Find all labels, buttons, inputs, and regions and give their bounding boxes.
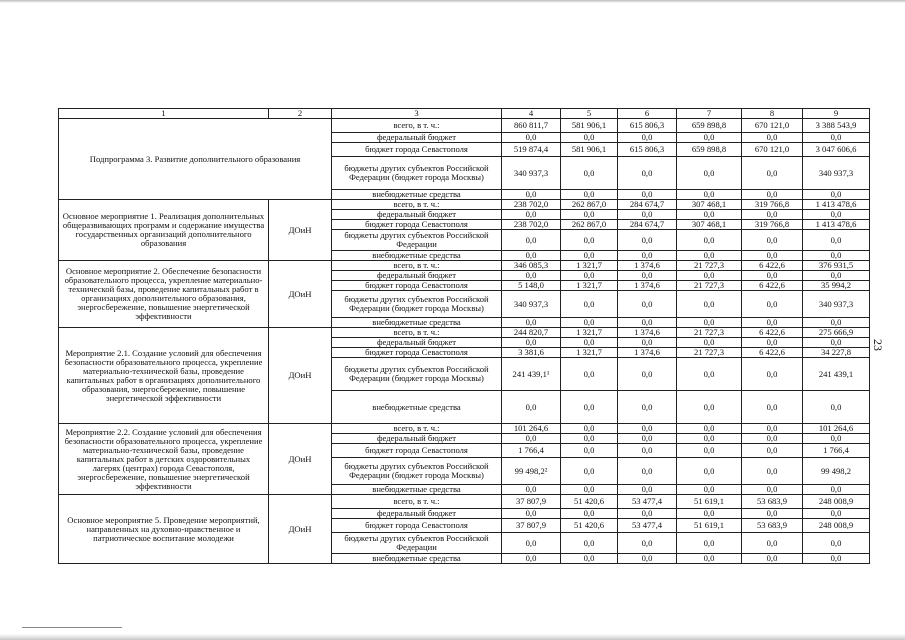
amount-cell: 0,0 xyxy=(803,318,870,328)
column-number: 5 xyxy=(561,109,618,119)
funding-source-cell: федеральный бюджет xyxy=(332,338,502,348)
amount-cell: 0,0 xyxy=(742,210,803,220)
amount-cell: 37 807,9 xyxy=(502,495,561,509)
amount-cell: 1 766,4 xyxy=(803,444,870,458)
amount-cell: 0,0 xyxy=(561,271,618,281)
amount-cell: 0,0 xyxy=(742,291,803,318)
funding-source-cell: бюджеты других субъектов Российской Федерации (бюджет города Москвы) xyxy=(332,358,502,391)
funding-source-cell: бюджеты других субъектов Российской Федерации xyxy=(332,230,502,251)
amount-cell: 0,0 xyxy=(502,338,561,348)
amount-cell: 53 683,9 xyxy=(742,495,803,509)
column-number: 1 xyxy=(59,109,269,119)
amount-cell: 0,0 xyxy=(742,157,803,190)
amount-cell: 238 702,0 xyxy=(502,220,561,230)
amount-cell: 0,0 xyxy=(618,554,677,564)
funding-source-cell: бюджет города Севастополя xyxy=(332,220,502,230)
amount-cell: 0,0 xyxy=(618,434,677,444)
amount-cell: 0,0 xyxy=(742,485,803,495)
amount-cell: 0,0 xyxy=(742,338,803,348)
table-row xyxy=(59,495,870,509)
page-number: 23 xyxy=(871,339,885,351)
amount-cell: 307 468,1 xyxy=(677,200,742,210)
amount-cell: 0,0 xyxy=(618,230,677,251)
amount-cell: 0,0 xyxy=(561,509,618,519)
amount-cell: 0,0 xyxy=(677,533,742,554)
amount-cell: 0,0 xyxy=(677,230,742,251)
amount-cell: 241 439,1¹ xyxy=(502,358,561,391)
funding-source-cell: бюджеты других субъектов Российской Федерации (бюджет города Москвы) xyxy=(332,157,502,190)
column-number: 9 xyxy=(803,109,870,119)
amount-cell: 0,0 xyxy=(803,485,870,495)
amount-cell: 0,0 xyxy=(561,338,618,348)
amount-cell: 1 374,6 xyxy=(618,281,677,291)
amount-cell: 860 811,7 xyxy=(502,119,561,133)
amount-cell: 0,0 xyxy=(618,485,677,495)
amount-cell: 0,0 xyxy=(742,424,803,434)
column-number: 8 xyxy=(742,109,803,119)
activity-description: Основное мероприятие 2. Обеспечение безопасности образовательного процесса, укрепление материально-технической базы, проведение капитальных работ в организациях дополнительного образования, энергосбережение, повышение энергетической эффективности xyxy=(59,261,269,328)
amount-cell: 53 477,4 xyxy=(618,519,677,533)
amount-cell: 1 374,6 xyxy=(618,348,677,358)
amount-cell: 0,0 xyxy=(677,434,742,444)
scan-bottom-edge xyxy=(0,634,905,640)
amount-cell: 0,0 xyxy=(742,271,803,281)
amount-cell: 0,0 xyxy=(502,509,561,519)
amount-cell: 21 727,3 xyxy=(677,328,742,338)
amount-cell: 0,0 xyxy=(561,190,618,200)
funding-source-cell: всего, в т. ч.: xyxy=(332,119,502,133)
amount-cell: 262 867,0 xyxy=(561,220,618,230)
table-row xyxy=(59,261,870,271)
amount-cell: 6 422,6 xyxy=(742,328,803,338)
column-number: 7 xyxy=(677,109,742,119)
amount-cell: 0,0 xyxy=(618,338,677,348)
amount-cell: 0,0 xyxy=(677,210,742,220)
activity-description: Мероприятие 2.1. Создание условий для обеспечения безопасности образовательного процесса, укрепление материально-технической базы, проведение капитальных работ в организациях дополнительного образования, энергосбережение, повышение энергетической эффективности xyxy=(59,328,269,424)
amount-cell: 0,0 xyxy=(742,133,803,143)
funding-source-cell: внебюджетные средства xyxy=(332,554,502,564)
amount-cell: 0,0 xyxy=(742,190,803,200)
amount-cell: 0,0 xyxy=(742,358,803,391)
amount-cell: 241 439,1 xyxy=(803,358,870,391)
executor-cell: ДОиН xyxy=(269,495,332,564)
amount-cell: 340 937,3 xyxy=(803,291,870,318)
amount-cell: 0,0 xyxy=(561,358,618,391)
funding-source-cell: федеральный бюджет xyxy=(332,509,502,519)
amount-cell: 0,0 xyxy=(561,391,618,424)
column-number: 3 xyxy=(332,109,502,119)
funding-source-cell: всего, в т. ч.: xyxy=(332,200,502,210)
amount-cell: 0,0 xyxy=(677,291,742,318)
amount-cell: 1 321,7 xyxy=(561,281,618,291)
amount-cell: 581 906,1 xyxy=(561,119,618,133)
amount-cell: 37 807,9 xyxy=(502,519,561,533)
amount-cell: 0,0 xyxy=(742,230,803,251)
amount-cell: 0,0 xyxy=(803,434,870,444)
amount-cell: 340 937,3 xyxy=(803,157,870,190)
executor-cell: ДОиН xyxy=(269,261,332,328)
funding-source-cell: всего, в т. ч.: xyxy=(332,328,502,338)
amount-cell: 615 806,3 xyxy=(618,119,677,133)
amount-cell: 248 008,9 xyxy=(803,495,870,509)
amount-cell: 1 321,7 xyxy=(561,348,618,358)
funding-source-cell: внебюджетные средства xyxy=(332,318,502,328)
amount-cell: 659 898,8 xyxy=(677,119,742,133)
amount-cell: 0,0 xyxy=(618,251,677,261)
column-number-row xyxy=(59,109,870,119)
amount-cell: 51 619,1 xyxy=(677,495,742,509)
amount-cell: 340 937,3 xyxy=(502,157,561,190)
amount-cell: 0,0 xyxy=(677,554,742,564)
amount-cell: 340 937,3 xyxy=(502,291,561,318)
amount-cell: 1 374,6 xyxy=(618,261,677,271)
amount-cell: 6 422,6 xyxy=(742,281,803,291)
column-number: 2 xyxy=(269,109,332,119)
amount-cell: 0,0 xyxy=(677,444,742,458)
amount-cell: 0,0 xyxy=(502,391,561,424)
amount-cell: 0,0 xyxy=(502,251,561,261)
amount-cell: 238 702,0 xyxy=(502,200,561,210)
amount-cell: 0,0 xyxy=(677,509,742,519)
amount-cell: 670 121,0 xyxy=(742,143,803,157)
amount-cell: 0,0 xyxy=(561,230,618,251)
amount-cell: 0,0 xyxy=(618,210,677,220)
amount-cell: 21 727,3 xyxy=(677,261,742,271)
funding-source-cell: бюджеты других субъектов Российской Федерации (бюджет города Москвы) xyxy=(332,458,502,485)
program-budget-table xyxy=(58,108,870,564)
amount-cell: 0,0 xyxy=(502,434,561,444)
amount-cell: 0,0 xyxy=(677,271,742,281)
amount-cell: 35 994,2 xyxy=(803,281,870,291)
amount-cell: 0,0 xyxy=(502,210,561,220)
amount-cell: 99 498,2 xyxy=(803,458,870,485)
amount-cell: 284 674,7 xyxy=(618,220,677,230)
amount-cell: 0,0 xyxy=(677,391,742,424)
funding-source-cell: федеральный бюджет xyxy=(332,210,502,220)
funding-source-cell: федеральный бюджет xyxy=(332,434,502,444)
amount-cell: 0,0 xyxy=(502,554,561,564)
amount-cell: 51 619,1 xyxy=(677,519,742,533)
amount-cell: 1 413 478,6 xyxy=(803,220,870,230)
funding-source-cell: федеральный бюджет xyxy=(332,271,502,281)
amount-cell: 307 468,1 xyxy=(677,220,742,230)
executor-cell: ДОиН xyxy=(269,328,332,424)
amount-cell: 0,0 xyxy=(618,444,677,458)
amount-cell: 101 264,6 xyxy=(803,424,870,434)
activity-description: Основное мероприятие 5. Проведение мероприятий, направленных на духовно-нравственное и патриотическое воспитание молодежи xyxy=(59,495,269,564)
funding-source-cell: внебюджетные средства xyxy=(332,485,502,495)
amount-cell: 0,0 xyxy=(502,271,561,281)
amount-cell: 0,0 xyxy=(618,424,677,434)
amount-cell: 0,0 xyxy=(742,251,803,261)
activity-description: Основное мероприятие 1. Реализация дополнительных общеразвивающих программ и содержание имущества государственных организаций дополнительного образования xyxy=(59,200,269,261)
amount-cell: 0,0 xyxy=(561,318,618,328)
funding-source-cell: бюджет города Севастополя xyxy=(332,348,502,358)
amount-cell: 0,0 xyxy=(502,190,561,200)
funding-source-cell: бюджет города Севастополя xyxy=(332,444,502,458)
amount-cell: 1 321,7 xyxy=(561,328,618,338)
amount-cell: 0,0 xyxy=(561,133,618,143)
funding-source-cell: внебюджетные средства xyxy=(332,251,502,261)
amount-cell: 21 727,3 xyxy=(677,281,742,291)
amount-cell: 0,0 xyxy=(677,458,742,485)
amount-cell: 0,0 xyxy=(803,230,870,251)
amount-cell: 0,0 xyxy=(502,230,561,251)
amount-cell: 0,0 xyxy=(618,271,677,281)
funding-source-cell: всего, в т. ч.: xyxy=(332,424,502,434)
amount-cell: 5 148,0 xyxy=(502,281,561,291)
funding-source-cell: бюджет города Севастополя xyxy=(332,143,502,157)
funding-source-cell: федеральный бюджет xyxy=(332,133,502,143)
amount-cell: 0,0 xyxy=(561,424,618,434)
table-row xyxy=(59,328,870,338)
amount-cell: 319 766,8 xyxy=(742,220,803,230)
amount-cell: 615 806,3 xyxy=(618,143,677,157)
amount-cell: 0,0 xyxy=(561,251,618,261)
amount-cell: 0,0 xyxy=(677,251,742,261)
amount-cell: 0,0 xyxy=(742,391,803,424)
amount-cell: 0,0 xyxy=(742,458,803,485)
scan-artifact-line xyxy=(22,627,122,628)
amount-cell: 0,0 xyxy=(618,133,677,143)
amount-cell: 53 683,9 xyxy=(742,519,803,533)
amount-cell: 0,0 xyxy=(742,554,803,564)
amount-cell: 0,0 xyxy=(803,251,870,261)
amount-cell: 0,0 xyxy=(677,318,742,328)
column-number: 4 xyxy=(502,109,561,119)
amount-cell: 0,0 xyxy=(618,358,677,391)
amount-cell: 0,0 xyxy=(561,291,618,318)
executor-cell: ДОиН xyxy=(269,424,332,495)
amount-cell: 0,0 xyxy=(618,291,677,318)
amount-cell: 0,0 xyxy=(618,533,677,554)
amount-cell: 53 477,4 xyxy=(618,495,677,509)
activity-description: Подпрограмма 3. Развитие дополнительного образования xyxy=(59,119,332,200)
column-number: 6 xyxy=(618,109,677,119)
amount-cell: 0,0 xyxy=(618,190,677,200)
amount-cell: 0,0 xyxy=(803,190,870,200)
funding-source-cell: бюджеты других субъектов Российской Федерации (бюджет города Москвы) xyxy=(332,291,502,318)
amount-cell: 1 321,7 xyxy=(561,261,618,271)
amount-cell: 0,0 xyxy=(618,391,677,424)
amount-cell: 0,0 xyxy=(803,271,870,281)
funding-source-cell: внебюджетные средства xyxy=(332,391,502,424)
amount-cell: 0,0 xyxy=(803,533,870,554)
amount-cell: 0,0 xyxy=(561,210,618,220)
amount-cell: 34 227,8 xyxy=(803,348,870,358)
amount-cell: 244 820,7 xyxy=(502,328,561,338)
amount-cell: 0,0 xyxy=(677,157,742,190)
funding-source-cell: бюджеты других субъектов Российской Федерации xyxy=(332,533,502,554)
executor-cell: ДОиН xyxy=(269,200,332,261)
amount-cell: 0,0 xyxy=(561,157,618,190)
amount-cell: 1 766,4 xyxy=(502,444,561,458)
amount-cell: 3 381,6 xyxy=(502,348,561,358)
amount-cell: 670 121,0 xyxy=(742,119,803,133)
amount-cell: 0,0 xyxy=(803,133,870,143)
amount-cell: 346 085,3 xyxy=(502,261,561,271)
amount-cell: 0,0 xyxy=(742,318,803,328)
amount-cell: 0,0 xyxy=(677,358,742,391)
amount-cell: 0,0 xyxy=(803,391,870,424)
amount-cell: 581 906,1 xyxy=(561,143,618,157)
amount-cell: 51 420,6 xyxy=(561,519,618,533)
amount-cell: 0,0 xyxy=(742,533,803,554)
amount-cell: 0,0 xyxy=(561,434,618,444)
amount-cell: 6 422,6 xyxy=(742,348,803,358)
amount-cell: 21 727,3 xyxy=(677,348,742,358)
scan-top-edge xyxy=(0,0,905,3)
amount-cell: 0,0 xyxy=(618,318,677,328)
amount-cell: 0,0 xyxy=(561,533,618,554)
amount-cell: 101 264,6 xyxy=(502,424,561,434)
amount-cell: 0,0 xyxy=(803,554,870,564)
amount-cell: 0,0 xyxy=(677,133,742,143)
amount-cell: 0,0 xyxy=(677,485,742,495)
amount-cell: 1 374,6 xyxy=(618,328,677,338)
funding-source-cell: внебюджетные средства xyxy=(332,190,502,200)
amount-cell: 659 898,8 xyxy=(677,143,742,157)
amount-cell: 0,0 xyxy=(803,509,870,519)
amount-cell: 0,0 xyxy=(803,210,870,220)
amount-cell: 284 674,7 xyxy=(618,200,677,210)
amount-cell: 0,0 xyxy=(803,338,870,348)
funding-source-cell: всего, в т. ч.: xyxy=(332,261,502,271)
funding-source-cell: бюджет города Севастополя xyxy=(332,281,502,291)
amount-cell: 519 874,4 xyxy=(502,143,561,157)
amount-cell: 6 422,6 xyxy=(742,261,803,271)
amount-cell: 0,0 xyxy=(502,533,561,554)
amount-cell: 0,0 xyxy=(677,190,742,200)
amount-cell: 51 420,6 xyxy=(561,495,618,509)
table-row xyxy=(59,119,870,133)
amount-cell: 0,0 xyxy=(561,554,618,564)
amount-cell: 3 388 543,9 xyxy=(803,119,870,133)
amount-cell: 0,0 xyxy=(502,485,561,495)
amount-cell: 1 413 478,6 xyxy=(803,200,870,210)
table-row xyxy=(59,424,870,434)
amount-cell: 0,0 xyxy=(561,485,618,495)
amount-cell: 0,0 xyxy=(561,444,618,458)
table-row xyxy=(59,200,870,210)
amount-cell: 0,0 xyxy=(618,157,677,190)
amount-cell: 248 008,9 xyxy=(803,519,870,533)
amount-cell: 0,0 xyxy=(677,424,742,434)
table-body xyxy=(59,109,870,564)
activity-description: Мероприятие 2.2. Создание условий для обеспечения безопасности образовательного процесса, укрепление материально-технической базы, проведение капитальных работ в детских оздоровительных лагерях (центрах) города Севастополя, энергосбережение, повышение энергетической эффективности xyxy=(59,424,269,495)
amount-cell: 3 047 606,6 xyxy=(803,143,870,157)
funding-source-cell: всего, в т. ч.: xyxy=(332,495,502,509)
amount-cell: 0,0 xyxy=(742,434,803,444)
amount-cell: 0,0 xyxy=(618,458,677,485)
amount-cell: 319 766,8 xyxy=(742,200,803,210)
amount-cell: 99 498,2² xyxy=(502,458,561,485)
amount-cell: 0,0 xyxy=(677,338,742,348)
amount-cell: 262 867,0 xyxy=(561,200,618,210)
amount-cell: 376 931,5 xyxy=(803,261,870,271)
amount-cell: 0,0 xyxy=(561,458,618,485)
amount-cell: 275 666,9 xyxy=(803,328,870,338)
amount-cell: 0,0 xyxy=(742,444,803,458)
funding-source-cell: бюджет города Севастополя xyxy=(332,519,502,533)
amount-cell: 0,0 xyxy=(502,133,561,143)
amount-cell: 0,0 xyxy=(502,318,561,328)
amount-cell: 0,0 xyxy=(618,509,677,519)
amount-cell: 0,0 xyxy=(742,509,803,519)
